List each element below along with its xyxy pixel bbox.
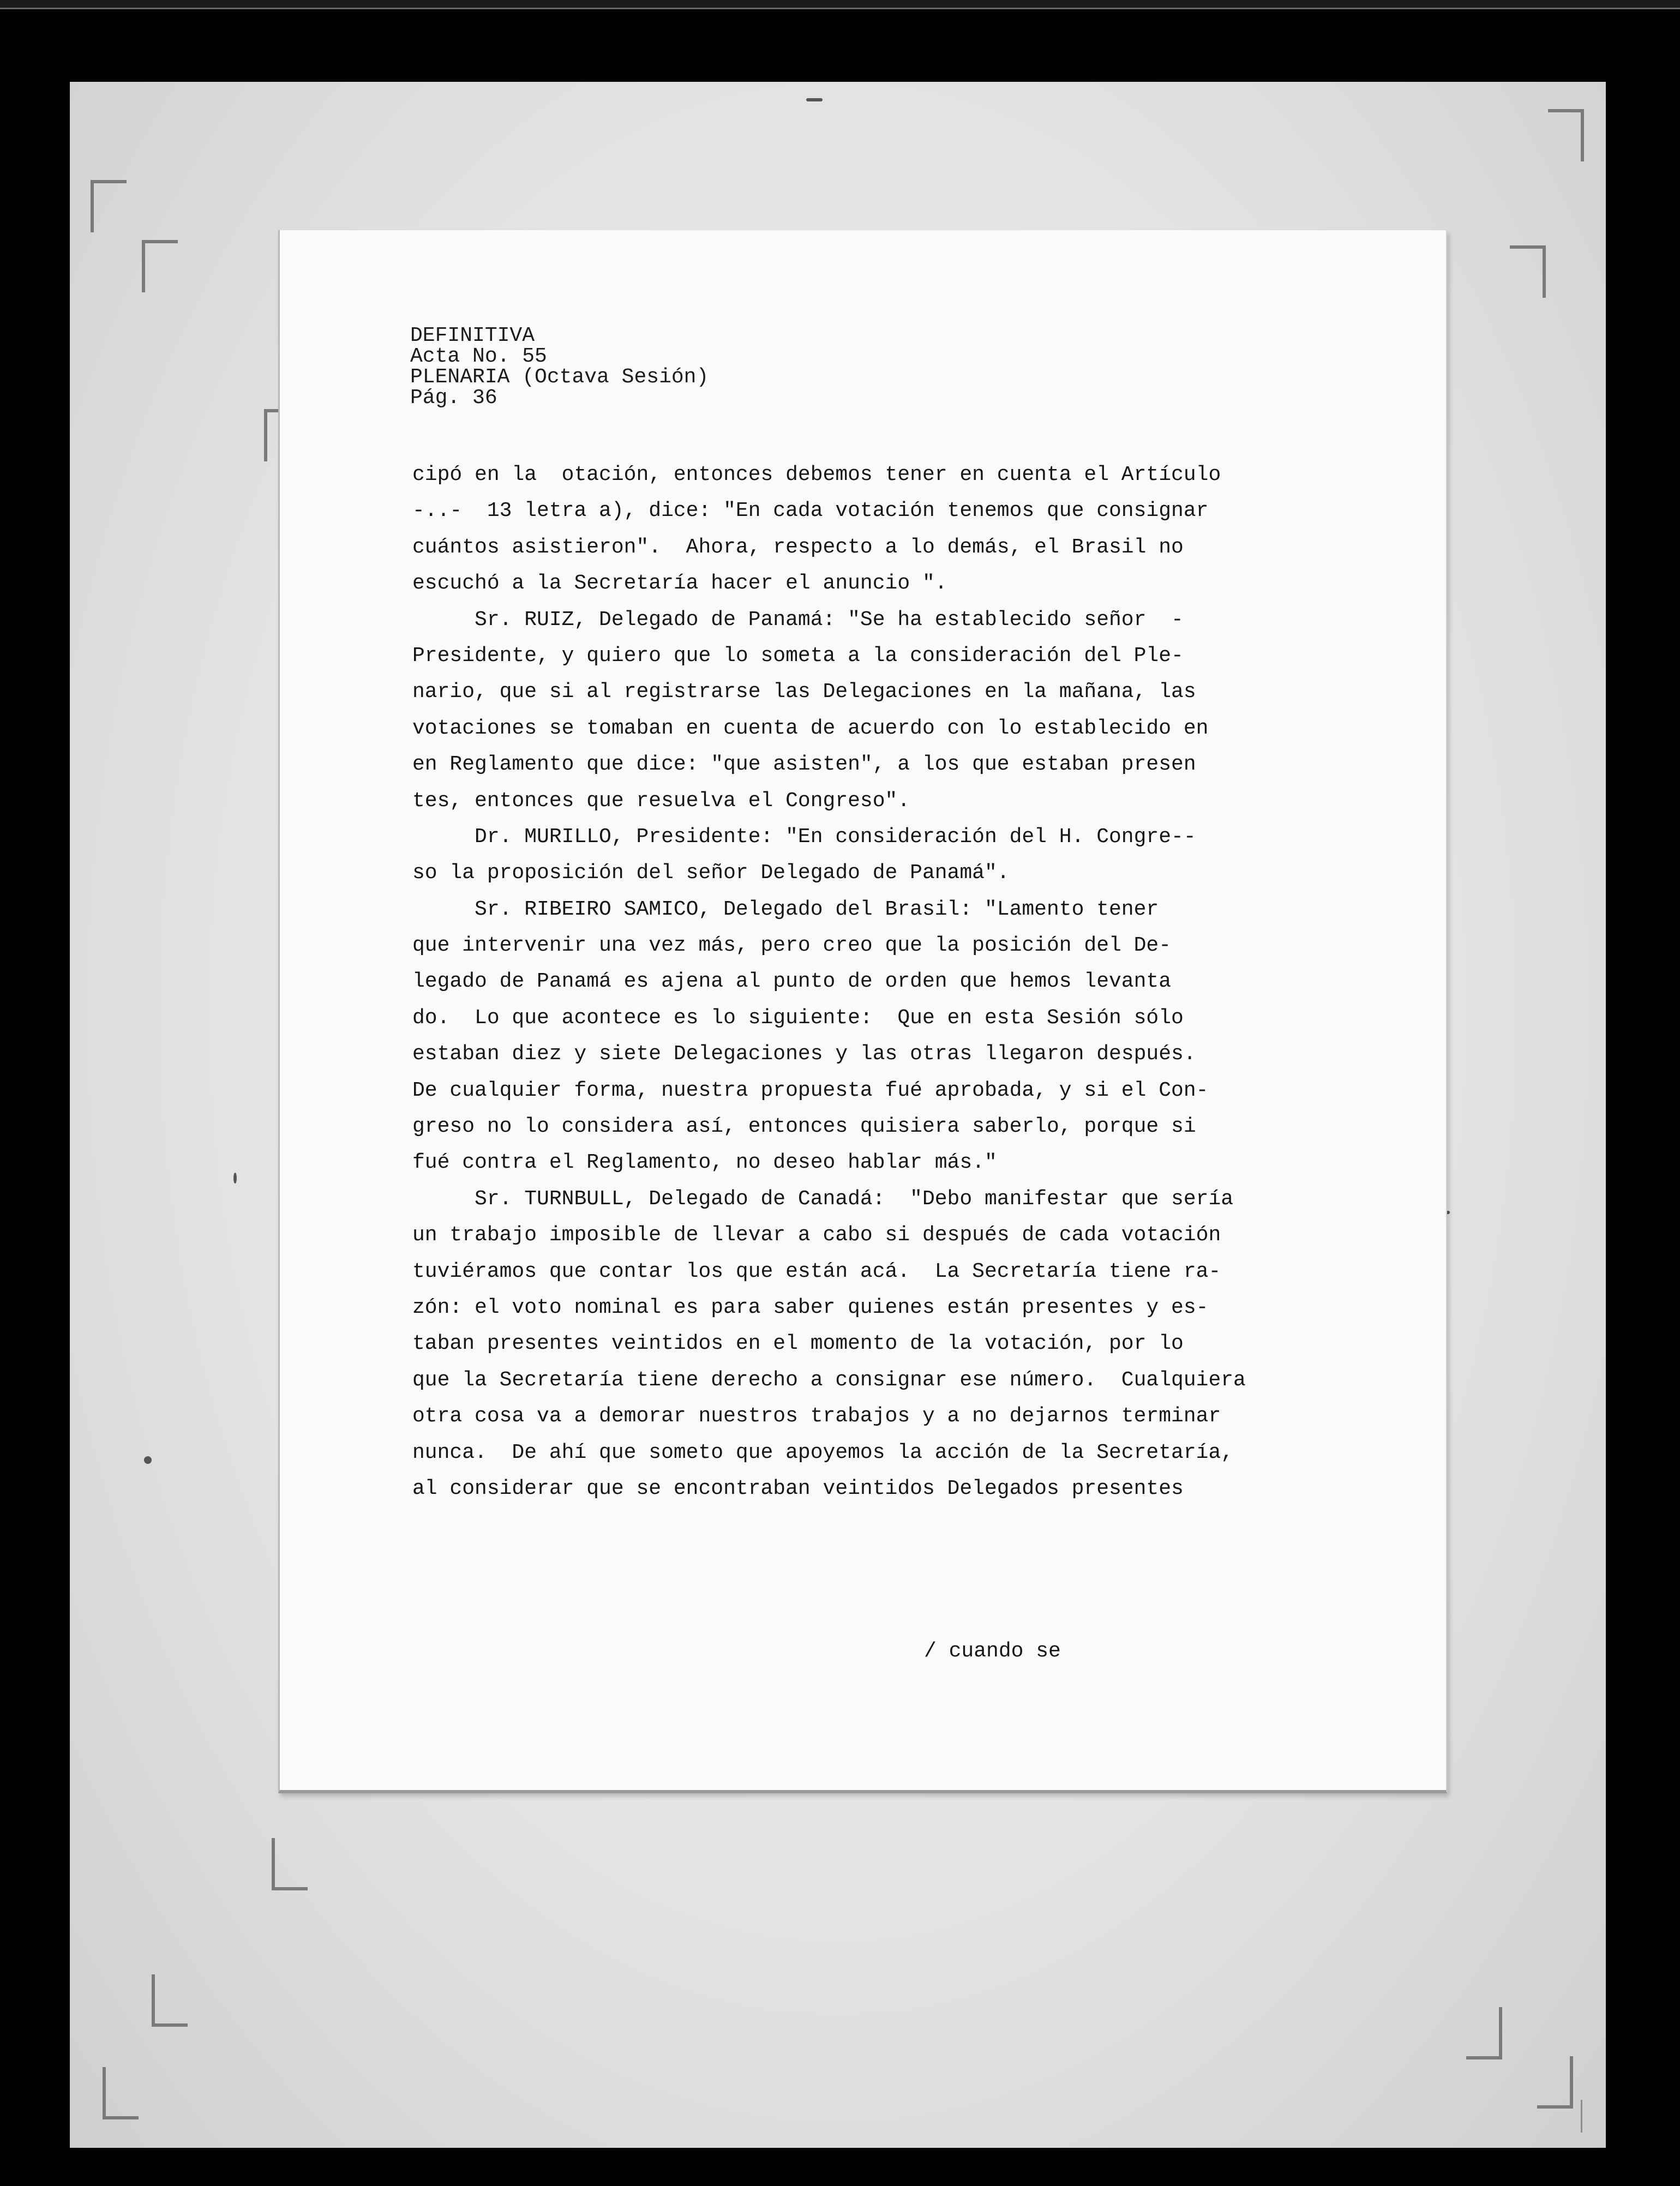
crop-mark [1548, 109, 1584, 161]
text-line: votaciones se tomaban en cuenta de acuerdo con lo establecido en [412, 716, 1209, 740]
dust-speck [806, 98, 823, 101]
text-line: legado de Panamá es ajena al punto de orden que hemos levanta [412, 970, 1172, 994]
dust-speck [233, 1173, 237, 1184]
text-line: taban presentes veintidos en el momento de la votación, por lo [412, 1332, 1184, 1356]
text-line: tes, entonces que resuelva el Congreso". [412, 789, 910, 813]
crop-mark [1510, 245, 1546, 298]
text-line: Sr. RUIZ, Delegado de Panamá: "Se ha establecido señor - [412, 608, 1184, 632]
text-line: que la Secretaría tiene derecho a consignar ese número. Cualquiera [412, 1368, 1246, 1392]
crop-mark [1537, 2056, 1573, 2109]
text-line: Sr. RIBEIRO SAMICO, Delegado del Brasil: "Lamento tener [412, 897, 1159, 921]
crop-mark [103, 2067, 139, 2119]
text-line: do. Lo que acontece es lo siguiente: Que en esta Sesión sólo [412, 1006, 1184, 1030]
text-line: cipó en la otación, entonces debemos tener en cuenta el Artículo [412, 463, 1221, 487]
text-line: De cualquier forma, nuestra propuesta fué aprobada, y si el Con- [412, 1078, 1209, 1102]
text-line: nunca. De ahí que someto que apoyemos la acción de la Secretaría, [412, 1440, 1234, 1464]
text-line: Sr. TURNBULL, Delegado de Canadá: "Debo manifestar que sería [412, 1187, 1234, 1211]
text-line: estaban diez y siete Delegaciones y las otras llegaron después. [412, 1042, 1196, 1066]
text-line: que intervenir una vez más, pero creo que la posición del De- [412, 934, 1172, 958]
crop-mark [142, 240, 178, 292]
text-line: zón: el voto nominal es para saber quienes están presentes y es- [412, 1295, 1209, 1319]
text-line: escuchó a la Secretaría hacer el anuncio ". [412, 572, 947, 596]
continuation-note: / cuando se [924, 1640, 1061, 1663]
text-line: greso no lo considera así, entonces quisiera saberlo, porque si [412, 1115, 1196, 1139]
text-line: en Reglamento que dice: "que asisten", a los que estaban presen [412, 753, 1196, 777]
header-status: DEFINITIVA [410, 324, 535, 347]
dust-speck [144, 1456, 152, 1464]
text-line: nario, que si al registrarse las Delegaciones en la mañana, las [412, 680, 1196, 704]
crop-mark [272, 1838, 308, 1890]
text-line: so la proposición del señor Delegado de Panamá". [412, 861, 1010, 885]
text-line: fué contra el Reglamento, no deseo hablar más." [412, 1151, 997, 1175]
text-line: Dr. MURILLO, Presidente: "En consideración del H. Congre-- [412, 825, 1196, 849]
text-line: cuántos asistieron". Ahora, respecto a lo demás, el Brasil no [412, 535, 1184, 559]
text-line: otra cosa va a demorar nuestros trabajos y a no dejarnos terminar [412, 1404, 1221, 1428]
document-header [410, 326, 709, 409]
header-page: Pág. 36 [410, 386, 497, 410]
header-acta: Acta No. 55 [410, 345, 547, 368]
text-line: -..- 13 letra a), dice: "En cada votación tenemos que consignar [412, 499, 1209, 523]
film-border-top [0, 0, 1680, 9]
text-line: Presidente, y quiero que lo someta a la consideración del Ple- [412, 644, 1184, 668]
crop-mark [91, 180, 127, 232]
film-scratch [1581, 2100, 1582, 2133]
text-line: un trabajo imposible de llevar a cabo si después de cada votación [412, 1223, 1221, 1247]
crop-mark [152, 1974, 188, 2027]
text-line: al considerar que se encontraban veintidos Delegados presentes [412, 1476, 1184, 1500]
document-body [412, 457, 1252, 1507]
crop-mark [1466, 2007, 1502, 2059]
text-line: tuviéramos que contar los que están acá. La Secretaría tiene ra- [412, 1259, 1221, 1283]
header-session: PLENARIA (Octava Sesión) [410, 365, 709, 389]
